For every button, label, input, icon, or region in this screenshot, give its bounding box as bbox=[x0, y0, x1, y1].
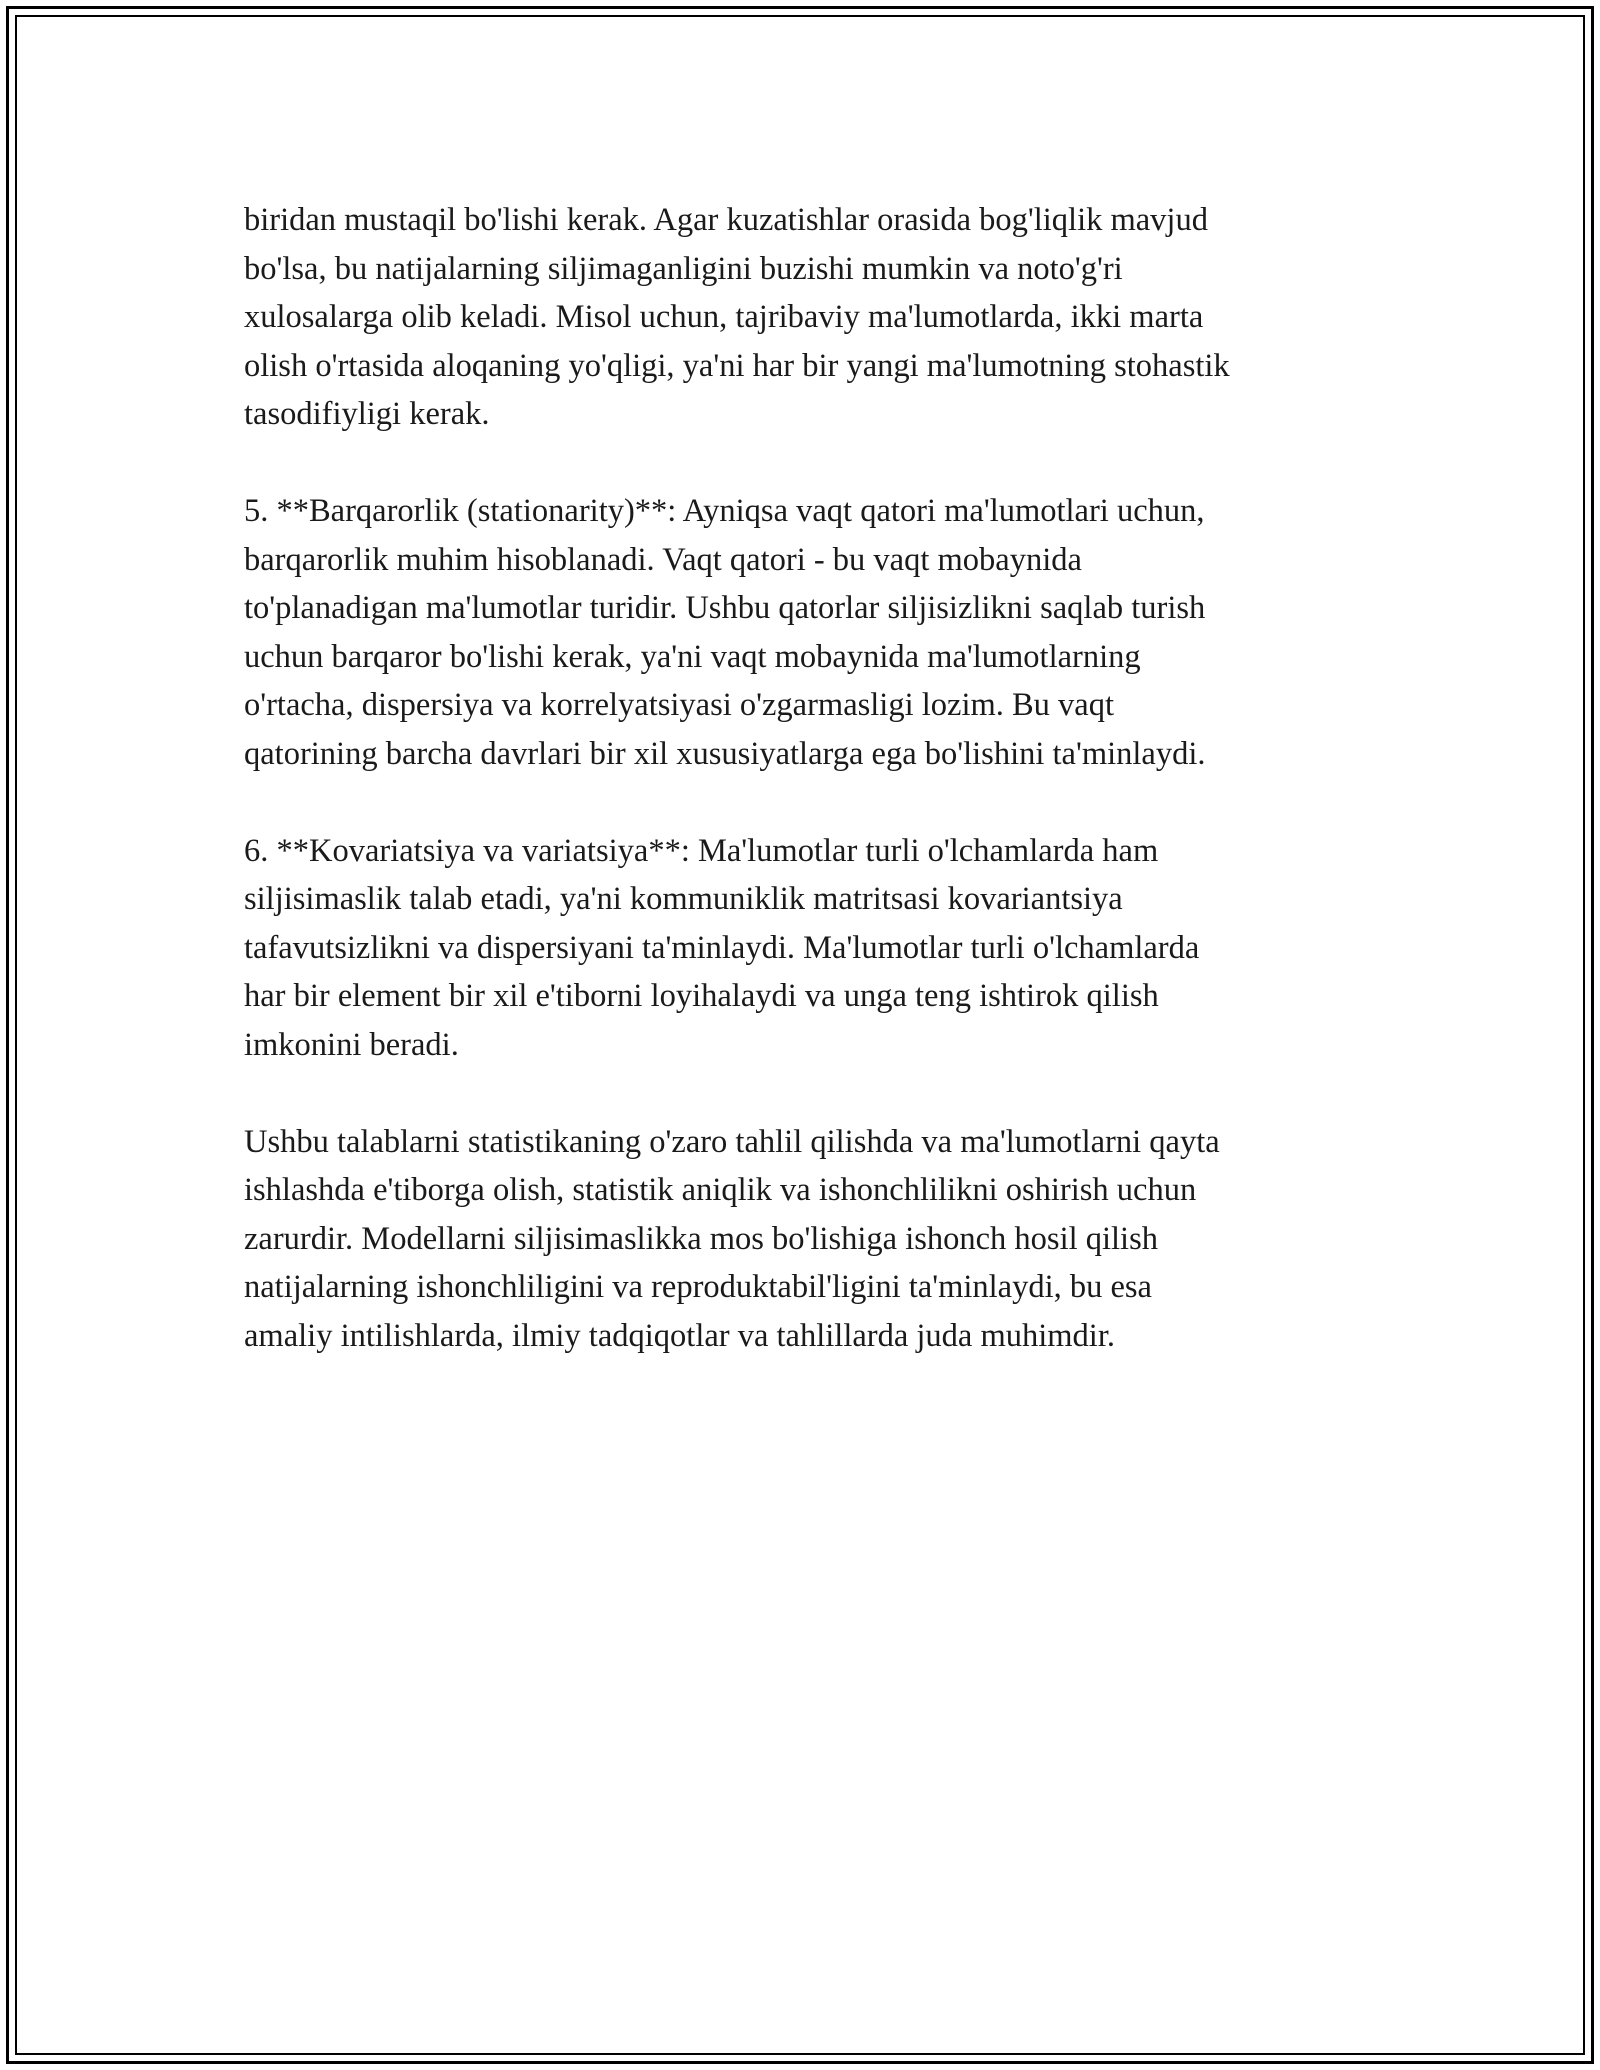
text-line: har bir element bir xil e'tiborni loyihalaydi va unga teng ishtirok qilish bbox=[244, 978, 1159, 1014]
text-line: natijalarning ishonchliligini va reproduktabil'ligini ta'minlaydi, bu esa bbox=[244, 1269, 1152, 1305]
text-line: biridan mustaqil bo'lishi kerak. Agar kuzatishlar orasida bog'liqlik mavjud bbox=[244, 202, 1208, 238]
text-line: olish o'rtasida aloqaning yo'qligi, ya'ni har bir yangi ma'lumotning stohastik bbox=[244, 347, 1230, 384]
paragraph-covariance bbox=[244, 827, 1384, 1070]
text-line: o'rtacha, dispersiya va korrelyatsiyasi o'zgarmasligi lozim. Bu vaqt bbox=[244, 687, 1115, 723]
page-border bbox=[6, 6, 1594, 2064]
text-line: to'planadigan ma'lumotlar turidir. Ushbu qatorlar siljisizlikni saqlab turish bbox=[244, 590, 1206, 626]
text-line: barqarorlik muhim hisoblanadi. Vaqt qatori - bu vaqt mobaynida bbox=[244, 541, 1082, 578]
text-line: amaliy intilishlarda, ilmiy tadqiqotlar va tahlillarda juda muhimdir. bbox=[244, 1317, 1115, 1354]
text-line: zarurdir. Modellarni siljisimaslikka mos bo'lishiga ishonch hosil qilish bbox=[244, 1220, 1158, 1257]
text-line: tasodifiyligi kerak. bbox=[244, 396, 490, 432]
text-line: uchun barqaror bo'lishi kerak, ya'ni vaqt mobaynida ma'lumotlarning bbox=[244, 638, 1141, 675]
text-line: 6. **Kovariatsiya va variatsiya**: Ma'lumotlar turli o'lchamlarda ham bbox=[244, 832, 1159, 869]
text-line: 5. **Barqarorlik (stationarity)**: Ayniqsa vaqt qatori ma'lumotlari uchun, bbox=[244, 493, 1205, 529]
text-line: xulosalarga olib keladi. Misol uchun, tajribaviy ma'lumotlarda, ikki marta bbox=[244, 299, 1204, 335]
text-line: tafavutsizlikni va dispersiyani ta'minlaydi. Ma'lumotlar turli o'lchamlarda bbox=[244, 929, 1200, 966]
paragraph-independence-continued bbox=[244, 196, 1384, 439]
text-line: imkonini beradi. bbox=[244, 1026, 459, 1063]
paragraph-stationarity bbox=[244, 487, 1384, 778]
document-body bbox=[244, 196, 1384, 1409]
text-line: qatorining barcha davrlari bir xil xususiyatlarga ega bo'lishini ta'minlaydi. bbox=[244, 735, 1206, 772]
text-line: bo'lsa, bu natijalarning siljimaganligini buzishi mumkin va noto'g'ri bbox=[244, 250, 1123, 287]
paragraph-conclusion bbox=[244, 1118, 1384, 1361]
text-line: siljisimaslik talab etadi, ya'ni kommuniklik matritsasi kovariantsiya bbox=[244, 881, 1123, 917]
text-line: Ushbu talablarni statistikaning o'zaro tahlil qilishda va ma'lumotlarni qayta bbox=[244, 1123, 1220, 1160]
text-line: ishlashda e'tiborga olish, statistik aniqlik va ishonchlilikni oshirish uchun bbox=[244, 1172, 1197, 1208]
